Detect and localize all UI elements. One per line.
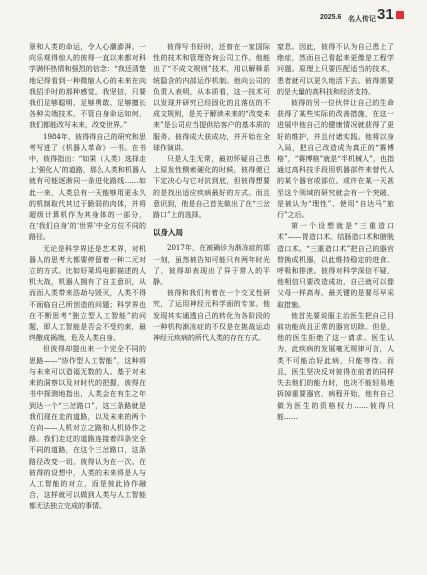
text-column-1 bbox=[29, 42, 146, 562]
magazine-name: 名人传记 bbox=[348, 16, 376, 23]
paragraph: 窒息。因此，彼得不认为自己患上了绝症，然而自己看起来更像是工程学问题。原理上只要匹配适当的技术，患者就可以更久地活下去。彼得需要的是大量的高科技和经济支持。 bbox=[277, 43, 394, 96]
paragraph: 第一个设想就是“三重造口术”——胃造口术、结肠造口术和膀胱造口术。“三重造口术”把自己的器官替换成机器，以此维持稳定的进食、呼吸和排泄。彼得对科学深信不疑，他相信只要改造成功，自己就可以像父母一样高寿。最关键的是要尽早采取措施。 bbox=[277, 222, 394, 309]
page-header bbox=[0, 0, 427, 34]
paragraph: 彼得和我们有着在一个交叉性研究，了运用神经元科学面的专家。他发现其实通透自己的转化为各阶段的一种机构渐冻症的不仅是在挑战运动神经元疾病的所代人类的存在方式。 bbox=[153, 289, 270, 343]
page-number: 31 bbox=[377, 6, 394, 23]
paragraph: 他首先要说服主治医生把自己目前功能尚且正常的器官切除。但是，他的医生拒绝了这一请求。医生认为，此疾病的发展毫无规律可言，人类不可能治好此病，只能等待。而且，医生坚决反对彼得在前者的同样失去他们的能力时，也决不能轻易地拆掉重要器官，病程开始，他有自己做为医生的资格权力……彼得只能…… bbox=[277, 311, 394, 421]
paragraph: 1984年，彼得得自己的研究和思考写进了《机器人革命》一书。在书中，彼得指出：“如果（人类）选择走上‘强化人’的道路，那么人类和机器人就有可能逐渐同一条进化路线……如此一来，人类总有一天能够用更永久的机制取代其过于脆弱的肉体，并将超级计算机作为其身体的一部分，在‘我们自身’的‘世界’中全方位不同的路径。 bbox=[29, 132, 146, 242]
paragraph: 无论是科学界还是艺术界，对机器人的思考大都要停留着一种二元对立的方式。比如好莱坞电影描述的人机大战，机器人拥有了自主意识，从而而人类带来浩劫与毁灭，人类不得不面临自己所创造的问题；科学界也在不断思考“独立型人工智能”的问题，即人工智能是否会不受约束，最终酿成祸端，危及人类自身。 bbox=[29, 244, 146, 343]
issue-date: 2025.6 bbox=[320, 14, 342, 21]
paragraph: 2017年，在被确诊为渐冻症的那一刻，虽然被告知可能只有两年时光了，彼得却表现出了异于常人的平静。 bbox=[153, 244, 270, 287]
paragraph: 但彼得却提出来一个完全不同的思路——“协作型人工智能”，这种将与未来可以造福无数的人。基于对未来的洞察以及对时代的把握，彼得在书中探测地指出，人类会在有生之年到达一个“三岔路口”，这三条路就是我们现在走的道路，以及未来的两个方向——人机对立之路和人机协作之路。我们走过的道路连接着四条完全不同的道路，在这个三岔路口，这条路径改变一切。彼得认为在一次。在彼得的设想中，人类的未来将是人与人工智能的对立，而是彼此协作融合，这样就可以做到人类与人工智能都无法独立完成的事情。 bbox=[29, 345, 146, 511]
text-column-3 bbox=[277, 42, 394, 562]
paragraph: 只是人生无常，最初怀疑自己患上原发性侧索硬化的时候，彼得便已下定决心与它对抗到底，但彼得想要的是找出适应疾病最好的方式。而且意识到，他是自己首先做出了在“三岔路口”上的选择。 bbox=[153, 155, 270, 220]
text-column-2 bbox=[153, 42, 270, 562]
section-title: 以身入局 bbox=[153, 228, 183, 238]
paragraph: 彼得写书好时，还曾在一家国际性的技术和管理咨询公司工作。他能出了“不成文规则”技术，用以解释系统隐含的内部运作机制。他向公司的负责人表明，从本质看，这一技术可以发现并研究已经固化的且落伍的不成文规则，是关于解读未来的“改变未来”是公司应当提供给客户的基本质的服务。彼得成大获成功，并开始在全球作演讲。 bbox=[153, 43, 270, 152]
paragraph: 景和人类的命运，令人心潮澎湃。一向乐观得惊人的彼得一直以来都对科学满怀热情和强烈的信念：“我还清楚地记得看到一种微缩人心的未来在向我招手时的那种感觉。我坚信，只要我们足够聪明、足够勇敢、足够擅长各种尖端技术，不管自身命运如何，我们都能改写未来，改变世界。” bbox=[29, 43, 146, 130]
decorative-square-icon bbox=[396, 11, 404, 19]
paragraph: 彼得的另一位伙伴让自己的生命获得了某些实际的改善措施，在这一进展中他自己的健康情况就获得了更好的维护，并且付诸实践。他将以身入局，把自己改造成为真正的“赛博格”，“赛博格”就是“半机械人”，也指通过高科技手段用机器部件来替代人的某个器官或部位。或许在某一天甚至这个领域的研究就会有一个突破，是被认为“理性”、使用“自达马”旅行”之后。 bbox=[277, 99, 394, 220]
